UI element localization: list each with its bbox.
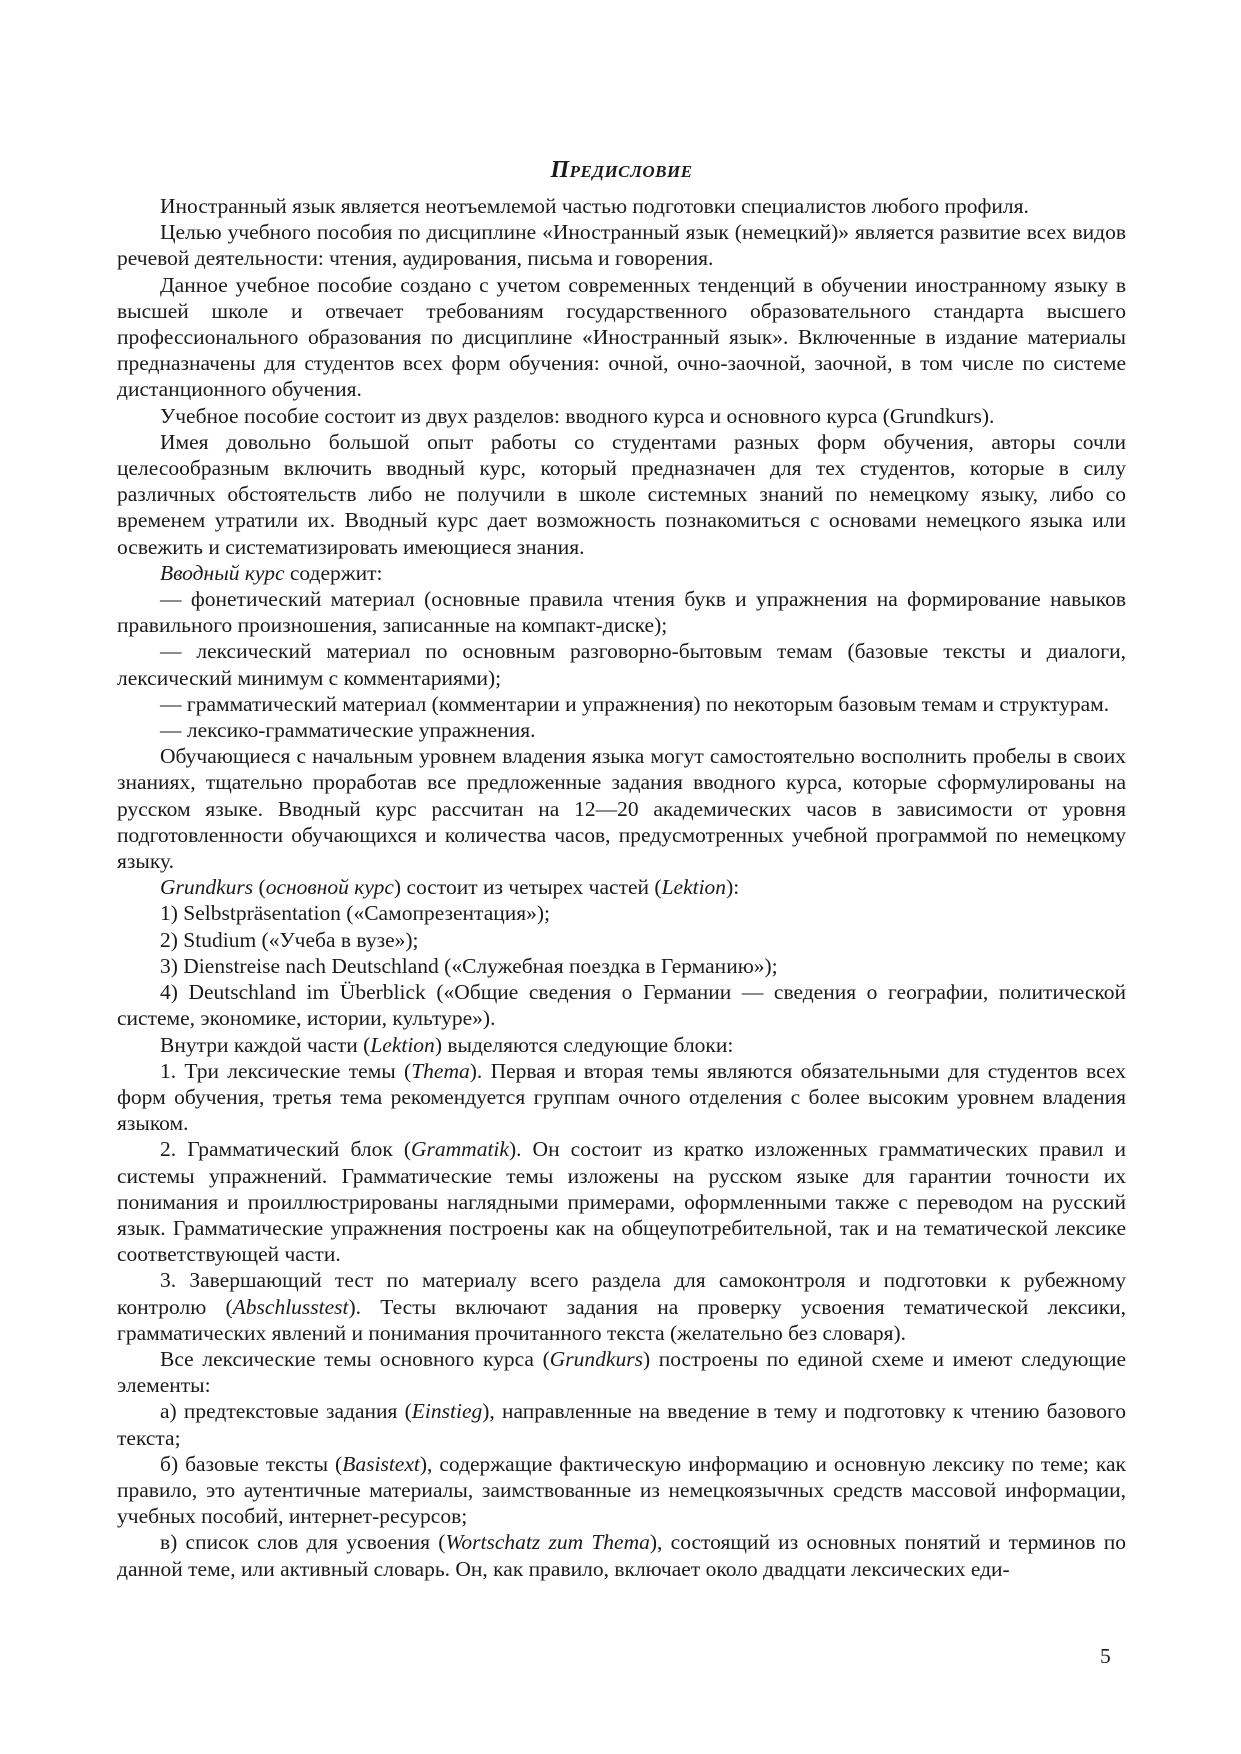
text-run: ). Он состоит из кратко изложенных грамматических правил и системы упражнений. Грамматические темы изложены на русском языке для гарантии точности их понимания и проиллюстрированы наглядными примерами, оформленными также с переводом на русский язык. Грамматические упражнения построены как на общеупотребительной, так и на тематической лексике соответствующей части. [117,1137,1126,1267]
paragraph [117,717,1126,743]
paragraph [117,743,1126,874]
text-run: 1) Selbstpräsentation («Самопрезентация»); [160,901,551,926]
text-run: Учебное пособие состоит из двух разделов: вводного курса и основного курса (Grundkurs). [160,403,995,428]
italic-term: Grundkurs [160,875,254,900]
paragraph [117,586,1126,638]
text-run: ). Тесты включают задания на проверку усвоения тематической лексики, грамматических явлений и понимания прочитанного текста (желательно без словаря). [117,1294,1126,1345]
italic-term: Thema [411,1058,470,1083]
text-run: 3. Завершающий тест по материалу всего раздела для самоконтроля и подготовки к рубежному контролю ( [117,1268,1126,1319]
text-run: Целью учебного пособия по дисциплине «Иностранный язык (немецкий)» является развитие всех видов речевой деятельности: чтения, аудирования, письма и говорения. [117,220,1126,271]
text-run: ), содержащие фактическую информацию и основную лексику по теме; как правило, это аутентичные материалы, заимствованные из немецкоязычных средств массовой информации, учебных пособий, интернет-ресурсов; [117,1451,1126,1529]
page-title: Предисловие [550,157,693,183]
text-run: — фонетический материал (основные правила чтения букв и упражнения на формирование навыков правильного произношения, записанные на компакт-диске); [117,587,1126,638]
text-run: ) построены по единой схеме и имеют следующие элементы: [117,1346,1127,1398]
italic-term: Lektion [370,1032,435,1057]
italic-term: Вводный курс [160,560,285,585]
text-run: 4) Deutschland im Überblick («Общие сведения о Германии — сведения о географии, политической системе, экономике, истории, культуре»). [117,980,1126,1031]
text-run: ) выделяются следующие блоки: [434,1032,734,1057]
text-run: ( [253,875,266,900]
text-run: Все лексические темы основного курса ( [160,1346,550,1371]
paragraph [117,1346,1126,1398]
text-run: Внутри каждой части ( [160,1032,371,1057]
paragraph [117,1267,1126,1346]
italic-term: Grundkurs [549,1346,643,1371]
text-run: 3) Dienstreise nach Deutschland («Служебная поездка в Германию»); [160,953,778,978]
paragraph [117,1058,1126,1137]
paragraph [117,429,1126,560]
text-run: — грамматический материал (комментарии и упражнения) по некоторым базовым темам и структурам. [160,691,1110,716]
text-run: 1. Три лексические темы ( [160,1058,412,1083]
text-run: ) состоит из четырех частей ( [393,875,662,900]
italic-term: основной курс [265,875,394,900]
text-run: ): [726,875,740,900]
text-run: — лексико-грамматические упражнения. [160,718,536,743]
text-run: Данное учебное пособие создано с учетом современных тенденций в обучении иностранному языку в высшей школе и отвечает требованиям государственного образовательного стандарта высшего профессионального образования по дисциплине «Иностранный язык». Включенные в издание материалы предназначены для студентов всех форм обучения: очной, очно-заочной, заочной, в том числе по системе дистанционного обучения. [117,272,1126,402]
text-run: а) предтекстовые задания ( [160,1399,412,1424]
text-run: содержит: [284,560,383,585]
paragraph [117,874,1126,900]
paragraph [117,403,1126,429]
italic-term: Lektion [661,875,727,900]
paragraph [117,219,1126,271]
text-run: ). Первая и вторая темы являются обязательными для студентов всех форм обучения, третья тема рекомендуется группам очного отделения с более высоким уровнем владения языком. [117,1058,1126,1136]
italic-term: Einstieg [411,1399,483,1424]
paragraph [117,1032,1126,1058]
paragraph [117,900,1126,926]
text-run: Имея довольно большой опыт работы со студентами разных форм обучения, авторы сочли целесообразным включить вводный курс, который предназначен для тех студентов, которые в силу различных обстоятельств либо не получили в школе системных знаний по немецкому языку, либо со временем утратили их. Вводный курс дает возможность познакомиться с основами немецкого языка или освежить и систематизировать имеющиеся знания. [117,429,1126,559]
italic-term: Grammatik [411,1137,509,1162]
page-body [117,155,1126,1582]
paragraph [117,691,1126,717]
paragraph [117,927,1126,953]
text-body [117,193,1126,1582]
paragraph [117,272,1126,403]
paragraph [117,979,1126,1031]
text-run: в) список слов для усвоения ( [160,1530,446,1555]
paragraph [117,193,1126,219]
text-run: б) базовые тексты ( [160,1451,343,1476]
text-run: 2) Studium («Учеба в вузе»); [160,927,419,952]
paragraph [117,1136,1126,1267]
text-run: — лексический материал по основным разговорно-бытовым темам (базовые тексты и диалоги, лексический минимум с комментариями); [117,639,1126,690]
text-run: Обучающиеся с начальным уровнем владения языка могут самостоятельно восполнить пробелы в своих знаниях, тщательно проработав все предложенные задания вводного курса, которые сформулированы на русском языке. Вводный курс рассчитан на 12—20 академических часов в зависимости от уровня подготовленности обучающихся и количества часов, предусмотренных учебной программой по немецкому языку. [117,744,1126,874]
text-run: Иностранный язык является неотъемлемой частью подготовки специалистов любого профиля. [160,194,1029,218]
italic-term: Abschlusstest [232,1294,349,1319]
italic-term: Wortschatz zum Thema [445,1530,650,1555]
italic-term: Basistext [342,1451,420,1476]
text-run: ), состоящий из основных понятий и терминов по данной теме, или активный словарь. Он, как правило, включает около двадцати лексических еди- [117,1530,1127,1581]
paragraph [117,1398,1126,1450]
paragraph [117,953,1126,979]
paragraph [117,560,1126,586]
paragraph [117,1529,1126,1581]
text-run: ), направленные на введение в тему и подготовку к чтению базового текста; [117,1399,1126,1450]
text-run: 2. Грамматический блок ( [160,1137,412,1162]
paragraph [117,1451,1126,1530]
paragraph [117,638,1126,690]
page-number: 5 [1100,1644,1111,1668]
